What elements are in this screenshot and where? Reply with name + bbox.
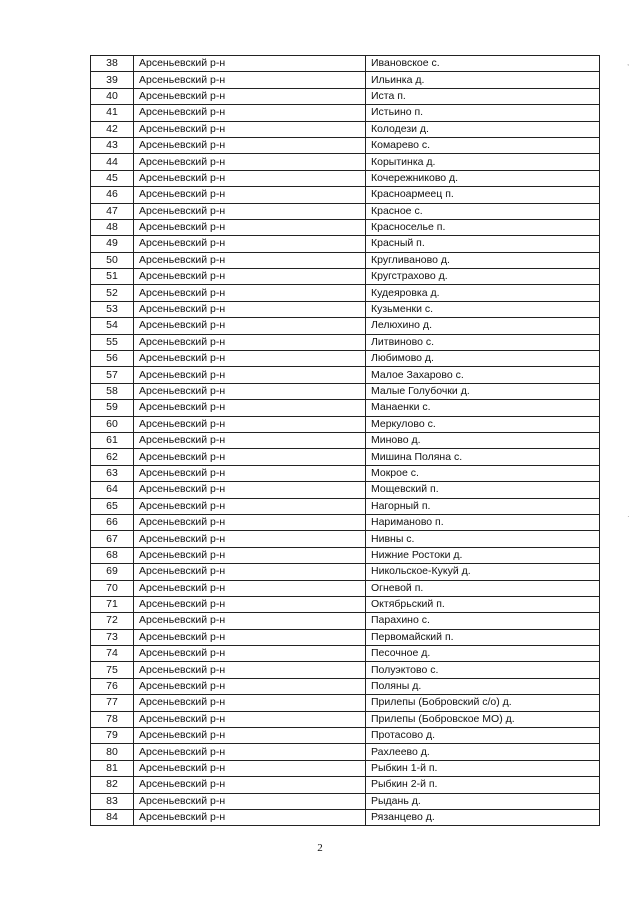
district-cell: Арсеньевский р-н bbox=[134, 56, 366, 72]
row-number-cell: 52 bbox=[91, 285, 134, 301]
table-row bbox=[91, 809, 600, 825]
table-row bbox=[91, 777, 600, 793]
settlement-cell: Огневой п. bbox=[366, 580, 600, 596]
table-row bbox=[91, 678, 600, 694]
district-cell: Арсеньевский р-н bbox=[134, 72, 366, 88]
settlement-cell: Литвиново с. bbox=[366, 334, 600, 350]
settlement-cell: Истьино п. bbox=[366, 105, 600, 121]
table-row bbox=[91, 482, 600, 498]
settlement-cell: Рыбкин 1-й п. bbox=[366, 760, 600, 776]
district-cell: Арсеньевский р-н bbox=[134, 400, 366, 416]
table-row bbox=[91, 367, 600, 383]
table-row bbox=[91, 547, 600, 563]
settlement-cell: Песочное д. bbox=[366, 646, 600, 662]
row-number-cell: 65 bbox=[91, 498, 134, 514]
table-row bbox=[91, 170, 600, 186]
district-cell: Арсеньевский р-н bbox=[134, 531, 366, 547]
row-number-cell: 61 bbox=[91, 432, 134, 448]
district-cell: Арсеньевский р-н bbox=[134, 203, 366, 219]
row-number-cell: 40 bbox=[91, 88, 134, 104]
settlement-cell: Кудеяровка д. bbox=[366, 285, 600, 301]
row-number-cell: 75 bbox=[91, 662, 134, 678]
row-number-cell: 51 bbox=[91, 269, 134, 285]
settlement-cell: Рыдань д. bbox=[366, 793, 600, 809]
district-cell: Арсеньевский р-н bbox=[134, 744, 366, 760]
settlements-table-body bbox=[91, 56, 600, 826]
table-row bbox=[91, 301, 600, 317]
settlement-cell: Нариманово п. bbox=[366, 514, 600, 530]
district-cell: Арсеньевский р-н bbox=[134, 432, 366, 448]
table-row bbox=[91, 580, 600, 596]
district-cell: Арсеньевский р-н bbox=[134, 760, 366, 776]
settlement-cell: Красный п. bbox=[366, 236, 600, 252]
district-cell: Арсеньевский р-н bbox=[134, 236, 366, 252]
table-row bbox=[91, 613, 600, 629]
settlement-cell: Миново д. bbox=[366, 432, 600, 448]
settlement-cell: Рязанцево д. bbox=[366, 809, 600, 825]
row-number-cell: 60 bbox=[91, 416, 134, 432]
district-cell: Арсеньевский р-н bbox=[134, 252, 366, 268]
district-cell: Арсеньевский р-н bbox=[134, 728, 366, 744]
district-cell: Арсеньевский р-н bbox=[134, 547, 366, 563]
district-cell: Арсеньевский р-н bbox=[134, 137, 366, 153]
settlement-cell: Любимово д. bbox=[366, 351, 600, 367]
district-cell: Арсеньевский р-н bbox=[134, 88, 366, 104]
row-number-cell: 63 bbox=[91, 465, 134, 481]
row-number-cell: 49 bbox=[91, 236, 134, 252]
row-number-cell: 38 bbox=[91, 56, 134, 72]
row-number-cell: 56 bbox=[91, 351, 134, 367]
district-cell: Арсеньевский р-н bbox=[134, 809, 366, 825]
row-number-cell: 70 bbox=[91, 580, 134, 596]
settlement-cell: Корытинка д. bbox=[366, 154, 600, 170]
settlement-cell: Поляны д. bbox=[366, 678, 600, 694]
table-row bbox=[91, 72, 600, 88]
district-cell: Арсеньевский р-н bbox=[134, 105, 366, 121]
district-cell: Арсеньевский р-н bbox=[134, 580, 366, 596]
district-cell: Арсеньевский р-н bbox=[134, 285, 366, 301]
row-number-cell: 43 bbox=[91, 137, 134, 153]
district-cell: Арсеньевский р-н bbox=[134, 793, 366, 809]
district-cell: Арсеньевский р-н bbox=[134, 662, 366, 678]
row-number-cell: 57 bbox=[91, 367, 134, 383]
district-cell: Арсеньевский р-н bbox=[134, 465, 366, 481]
settlement-cell: Кругливаново д. bbox=[366, 252, 600, 268]
settlement-cell: Ильинка д. bbox=[366, 72, 600, 88]
settlements-table bbox=[90, 55, 600, 826]
row-number-cell: 54 bbox=[91, 318, 134, 334]
table-row bbox=[91, 760, 600, 776]
row-number-cell: 73 bbox=[91, 629, 134, 645]
table-row bbox=[91, 383, 600, 399]
settlement-cell: Колодези д. bbox=[366, 121, 600, 137]
row-number-cell: 53 bbox=[91, 301, 134, 317]
table-row bbox=[91, 498, 600, 514]
settlement-cell: Лелюхино д. bbox=[366, 318, 600, 334]
table-row bbox=[91, 465, 600, 481]
table-row bbox=[91, 252, 600, 268]
row-number-cell: 81 bbox=[91, 760, 134, 776]
row-number-cell: 84 bbox=[91, 809, 134, 825]
table-row bbox=[91, 137, 600, 153]
row-number-cell: 68 bbox=[91, 547, 134, 563]
table-row bbox=[91, 334, 600, 350]
row-number-cell: 44 bbox=[91, 154, 134, 170]
district-cell: Арсеньевский р-н bbox=[134, 629, 366, 645]
row-number-cell: 48 bbox=[91, 219, 134, 235]
table-row bbox=[91, 646, 600, 662]
table-row bbox=[91, 629, 600, 645]
table-row bbox=[91, 351, 600, 367]
table-row bbox=[91, 105, 600, 121]
district-cell: Арсеньевский р-н bbox=[134, 154, 366, 170]
district-cell: Арсеньевский р-н bbox=[134, 219, 366, 235]
table-row bbox=[91, 154, 600, 170]
district-cell: Арсеньевский р-н bbox=[134, 367, 366, 383]
settlement-cell: Мокрое с. bbox=[366, 465, 600, 481]
district-cell: Арсеньевский р-н bbox=[134, 170, 366, 186]
table-row bbox=[91, 416, 600, 432]
district-cell: Арсеньевский р-н bbox=[134, 777, 366, 793]
district-cell: Арсеньевский р-н bbox=[134, 318, 366, 334]
row-number-cell: 72 bbox=[91, 613, 134, 629]
row-number-cell: 41 bbox=[91, 105, 134, 121]
settlement-cell: Нагорный п. bbox=[366, 498, 600, 514]
table-row bbox=[91, 269, 600, 285]
table-row bbox=[91, 596, 600, 612]
settlement-cell: Нивны с. bbox=[366, 531, 600, 547]
table-row bbox=[91, 400, 600, 416]
row-number-cell: 83 bbox=[91, 793, 134, 809]
row-number-cell: 80 bbox=[91, 744, 134, 760]
row-number-cell: 62 bbox=[91, 449, 134, 465]
row-number-cell: 64 bbox=[91, 482, 134, 498]
row-number-cell: 77 bbox=[91, 695, 134, 711]
table-row bbox=[91, 695, 600, 711]
row-number-cell: 67 bbox=[91, 531, 134, 547]
district-cell: Арсеньевский р-н bbox=[134, 646, 366, 662]
district-cell: Арсеньевский р-н bbox=[134, 301, 366, 317]
table-row bbox=[91, 662, 600, 678]
row-number-cell: 55 bbox=[91, 334, 134, 350]
row-number-cell: 69 bbox=[91, 564, 134, 580]
row-number-cell: 46 bbox=[91, 187, 134, 203]
settlement-cell: Никольское-Кукуй д. bbox=[366, 564, 600, 580]
table-row bbox=[91, 219, 600, 235]
settlement-cell: Малые Голубочки д. bbox=[366, 383, 600, 399]
table-row bbox=[91, 744, 600, 760]
table-row bbox=[91, 793, 600, 809]
row-number-cell: 47 bbox=[91, 203, 134, 219]
row-number-cell: 45 bbox=[91, 170, 134, 186]
settlement-cell: Кругстрахово д. bbox=[366, 269, 600, 285]
row-number-cell: 79 bbox=[91, 728, 134, 744]
district-cell: Арсеньевский р-н bbox=[134, 416, 366, 432]
page-number: 2 bbox=[317, 842, 323, 854]
row-number-cell: 76 bbox=[91, 678, 134, 694]
settlement-cell: Мишина Поляна с. bbox=[366, 449, 600, 465]
row-number-cell: 42 bbox=[91, 121, 134, 137]
settlement-cell: Первомайский п. bbox=[366, 629, 600, 645]
row-number-cell: 71 bbox=[91, 596, 134, 612]
district-cell: Арсеньевский р-н bbox=[134, 498, 366, 514]
district-cell: Арсеньевский р-н bbox=[134, 351, 366, 367]
district-cell: Арсеньевский р-н bbox=[134, 695, 366, 711]
district-cell: Арсеньевский р-н bbox=[134, 334, 366, 350]
settlement-cell: Красноселье п. bbox=[366, 219, 600, 235]
district-cell: Арсеньевский р-н bbox=[134, 514, 366, 530]
district-cell: Арсеньевский р-н bbox=[134, 269, 366, 285]
district-cell: Арсеньевский р-н bbox=[134, 678, 366, 694]
settlement-cell: Меркулово с. bbox=[366, 416, 600, 432]
row-number-cell: 82 bbox=[91, 777, 134, 793]
settlement-cell: Малое Захарово с. bbox=[366, 367, 600, 383]
table-row bbox=[91, 564, 600, 580]
settlement-cell: Красноармеец п. bbox=[366, 187, 600, 203]
settlement-cell: Протасово д. bbox=[366, 728, 600, 744]
settlement-cell: Нижние Ростоки д. bbox=[366, 547, 600, 563]
settlement-cell: Рахлеево д. bbox=[366, 744, 600, 760]
scan-edge-mark: · bbox=[627, 512, 630, 521]
table-row bbox=[91, 514, 600, 530]
table-row bbox=[91, 728, 600, 744]
table-row bbox=[91, 203, 600, 219]
row-number-cell: 50 bbox=[91, 252, 134, 268]
table-row bbox=[91, 187, 600, 203]
table-row bbox=[91, 432, 600, 448]
district-cell: Арсеньевский р-н bbox=[134, 121, 366, 137]
table-row bbox=[91, 711, 600, 727]
settlement-cell: Манаенки с. bbox=[366, 400, 600, 416]
district-cell: Арсеньевский р-н bbox=[134, 596, 366, 612]
district-cell: Арсеньевский р-н bbox=[134, 187, 366, 203]
district-cell: Арсеньевский р-н bbox=[134, 482, 366, 498]
district-cell: Арсеньевский р-н bbox=[134, 449, 366, 465]
row-number-cell: 58 bbox=[91, 383, 134, 399]
settlement-cell: Полуэктово с. bbox=[366, 662, 600, 678]
table-row bbox=[91, 318, 600, 334]
row-number-cell: 66 bbox=[91, 514, 134, 530]
table-row bbox=[91, 285, 600, 301]
table-row bbox=[91, 121, 600, 137]
settlement-cell: Кузьменки с. bbox=[366, 301, 600, 317]
district-cell: Арсеньевский р-н bbox=[134, 613, 366, 629]
settlement-cell: Ивановское с. bbox=[366, 56, 600, 72]
table-row bbox=[91, 56, 600, 72]
district-cell: Арсеньевский р-н bbox=[134, 564, 366, 580]
settlement-cell: Мощевский п. bbox=[366, 482, 600, 498]
table-row bbox=[91, 531, 600, 547]
row-number-cell: 59 bbox=[91, 400, 134, 416]
district-cell: Арсеньевский р-н bbox=[134, 711, 366, 727]
settlement-cell: Парахино с. bbox=[366, 613, 600, 629]
table-row bbox=[91, 88, 600, 104]
table-row bbox=[91, 449, 600, 465]
row-number-cell: 39 bbox=[91, 72, 134, 88]
settlement-cell: Прилепы (Бобровский с/о) д. bbox=[366, 695, 600, 711]
row-number-cell: 74 bbox=[91, 646, 134, 662]
settlement-cell: Иста п. bbox=[366, 88, 600, 104]
settlement-cell: Красное с. bbox=[366, 203, 600, 219]
settlement-cell: Прилепы (Бобровское МО) д. bbox=[366, 711, 600, 727]
district-cell: Арсеньевский р-н bbox=[134, 383, 366, 399]
scan-edge-mark: , bbox=[627, 58, 630, 67]
settlement-cell: Октябрьский п. bbox=[366, 596, 600, 612]
row-number-cell: 78 bbox=[91, 711, 134, 727]
settlement-cell: Рыбкин 2-й п. bbox=[366, 777, 600, 793]
settlement-cell: Кочережниково д. bbox=[366, 170, 600, 186]
table-row bbox=[91, 236, 600, 252]
settlement-cell: Комарево с. bbox=[366, 137, 600, 153]
